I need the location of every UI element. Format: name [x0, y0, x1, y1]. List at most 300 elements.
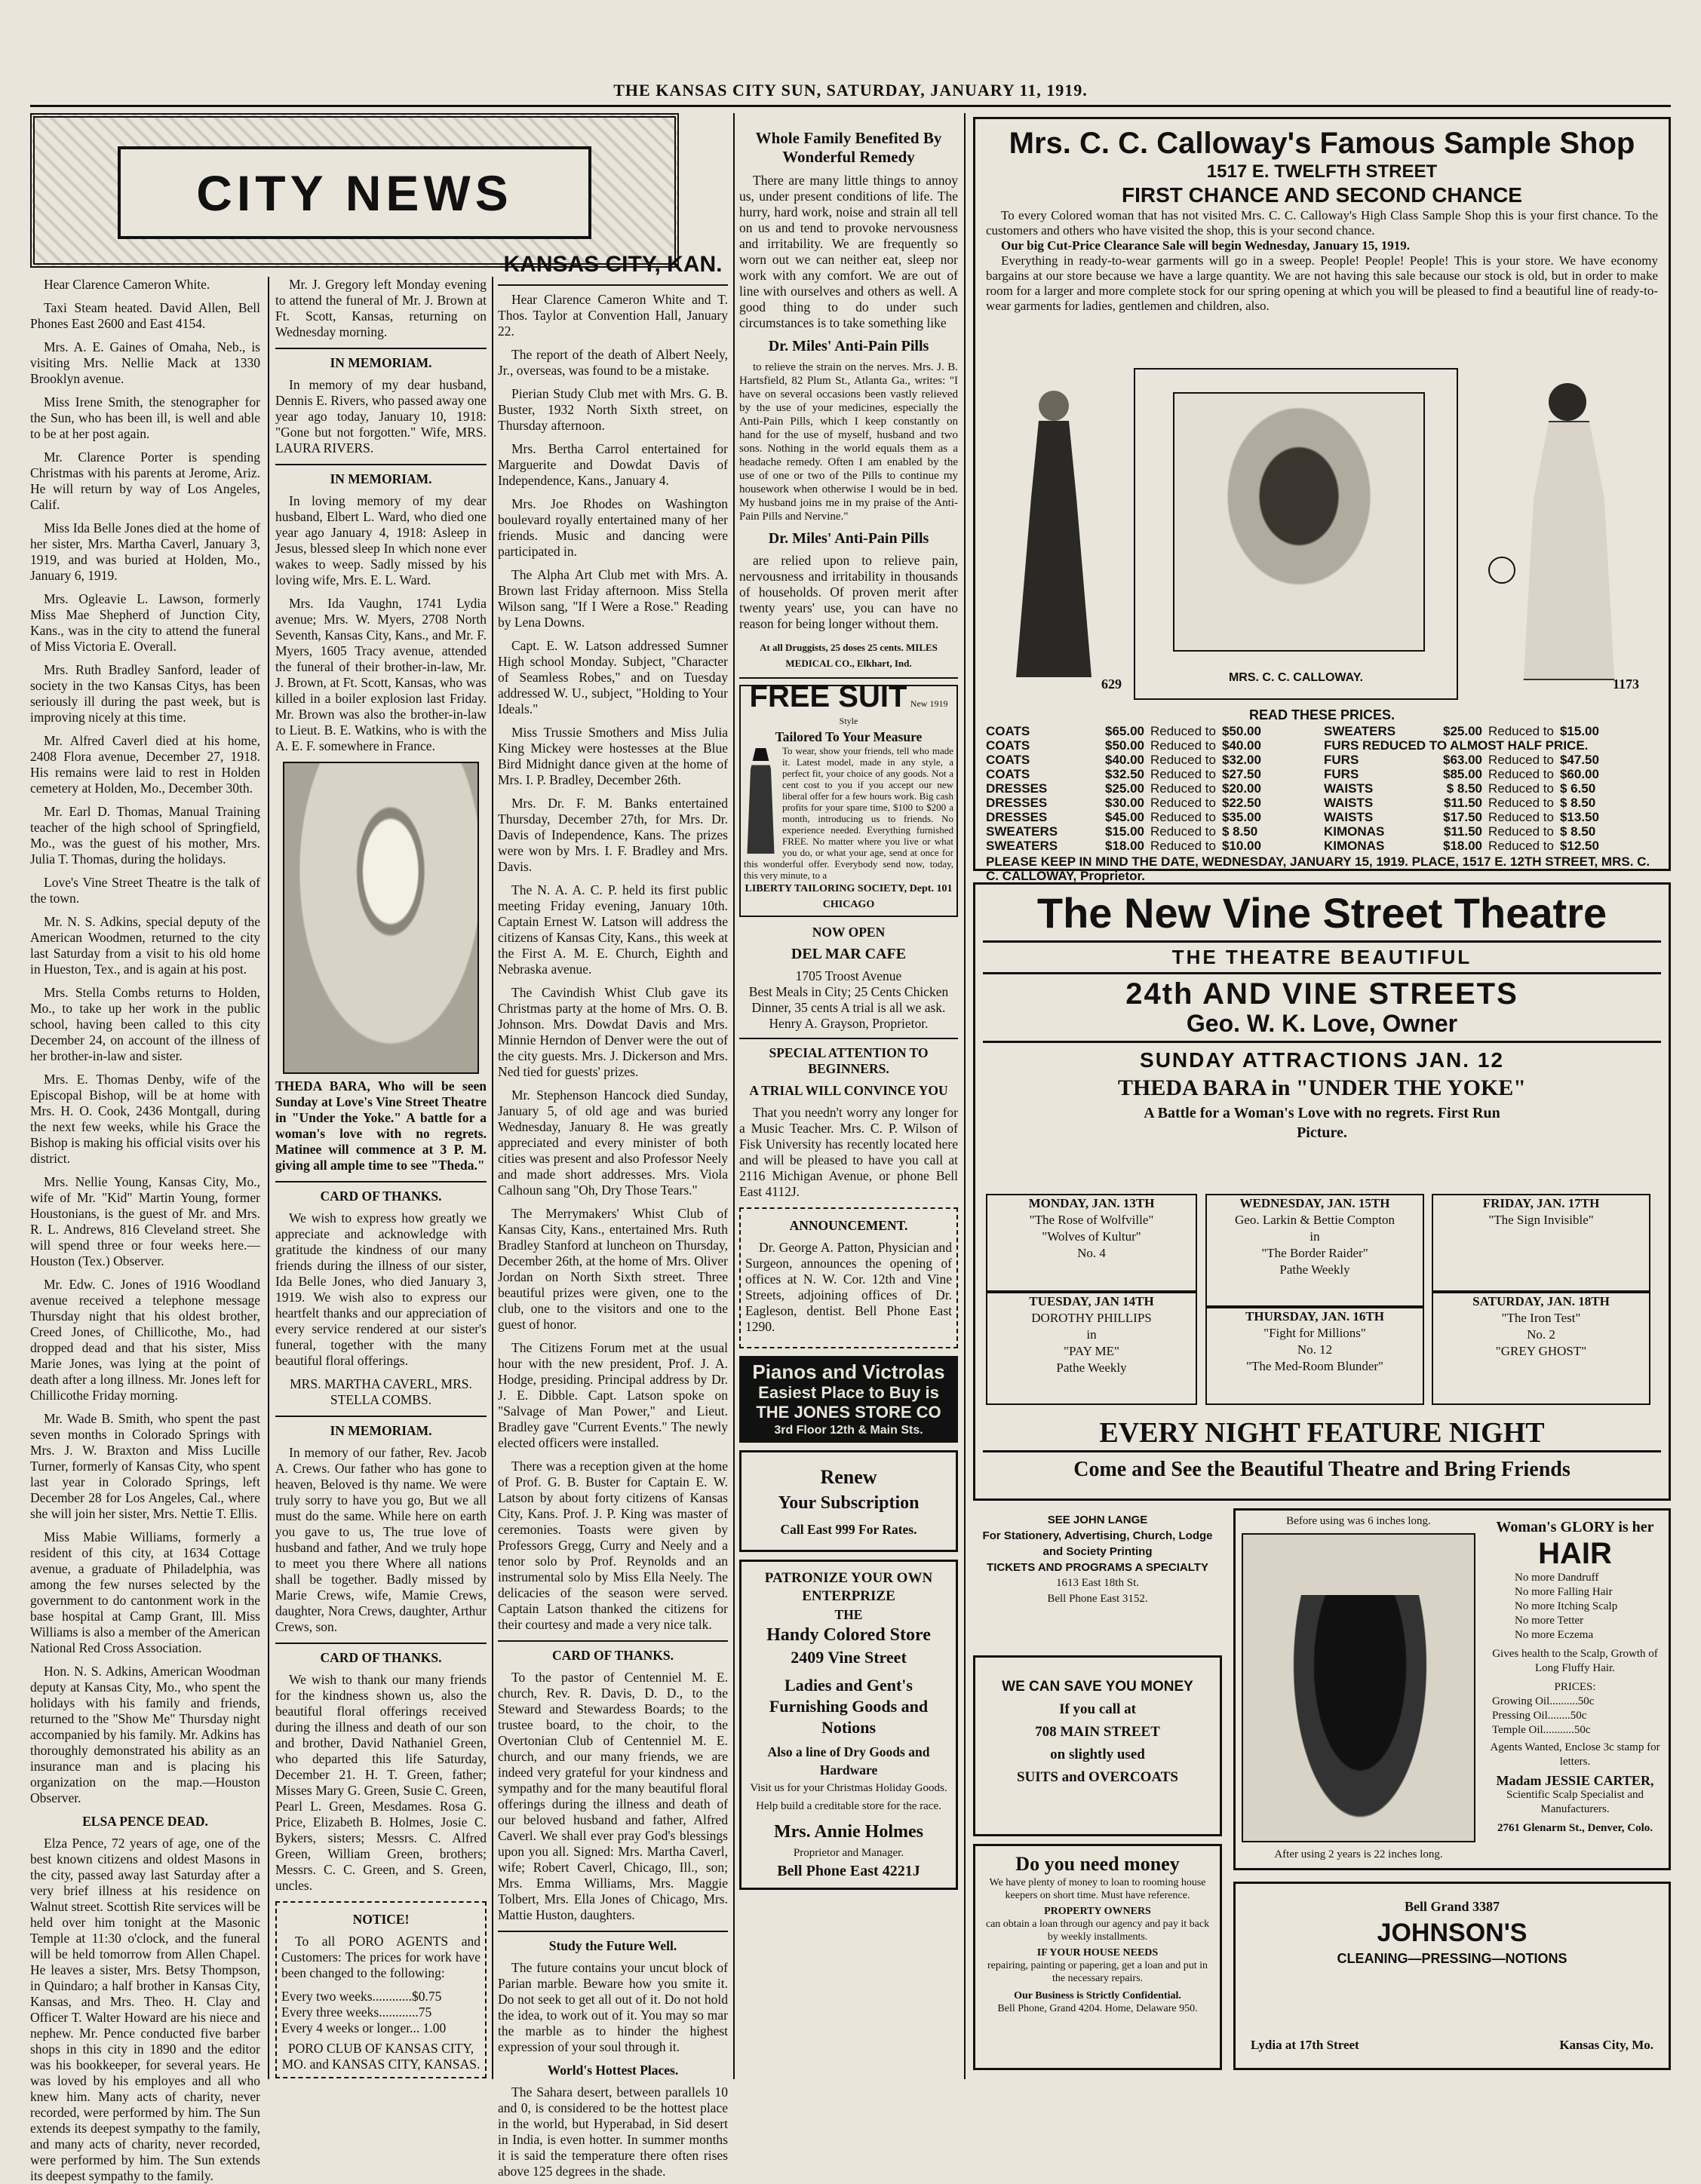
handy-store-ad: [739, 1560, 958, 1890]
price-sale: $ 8.50: [1221, 824, 1258, 839]
masthead: THE KANSAS CITY SUN, SATURDAY, JANUARY 11, 1919.: [613, 81, 1088, 100]
kck-item: The Merrymakers' Whist Club of Kansas City, Kans., entertained Mrs. Ruth Bradley Stanford at luncheon on Thursday, December 26th, at the home of Mrs. Oliver Jordan on North Sixth street. Three beautiful prizes were given, one to the club, one to the visitors and one to the guest of honor.: [498, 1206, 728, 1332]
music-subheading: A TRIAL WILL CONVINCE YOU: [749, 1083, 948, 1098]
kck-item: The Alpha Art Club met with Mrs. A. Brown last Friday afternoon. Miss Stella Wilson sang, "If I Were a Rose." Reading by Lena Downs.: [498, 567, 728, 630]
price-reduced-label: Reduced to: [1488, 824, 1554, 839]
news-item: Mrs. A. E. Gaines of Omaha, Neb., is visiting Mrs. Nellie Mack at 1330 Brooklyn avenue.: [30, 339, 260, 386]
kck-item: Hear Clarence Cameron White and T. Thos. Taylor at Convention Hall, January 22.: [498, 292, 728, 339]
price-row: [1324, 767, 1656, 781]
miles-testimonial: to relieve the strain on the nerves. Mrs. J. B. Hartsfield, 82 Plum St., Atlanta Ga., writes: "I have on several occasions been vastly relieved by the use of your medicines, especially the Anti-Pain Pills, which I keep constantly on hand for the use of myself, husband and two sons. Nothing in the world equals them as a headache remedy. Often I am enabled by the use of one or two of the Pills to continue my housework when otherwise I would be in bed. My husband joins me in my praise of the Anti-Pain Pills and Nervine.": [739, 361, 958, 523]
poro-notice-box: [275, 1901, 487, 2078]
city-news-banner: [30, 113, 679, 268]
schedule-monday: [986, 1194, 1197, 1292]
rule: [275, 348, 487, 349]
calloway-ad: [973, 117, 1671, 883]
loan-text-2: can obtain a loan through our agency and pay it back by weekly installments.: [985, 1919, 1210, 1943]
hair-benefit: No more Dandruff: [1515, 1572, 1599, 1584]
renew-line-1: Renew: [820, 1466, 877, 1488]
dress-figure-2: [1473, 376, 1654, 692]
thanks-1-heading: CARD OF THANKS.: [320, 1189, 442, 1204]
city-news-title: CITY NEWS: [118, 146, 591, 239]
price-original: $65.00: [1105, 724, 1144, 738]
memoriam-2-heading: IN MEMORIAM.: [330, 471, 432, 486]
price-sale: $60.00: [1559, 767, 1599, 781]
rule: [498, 284, 728, 286]
hair-benefit: No more Falling Hair: [1515, 1586, 1613, 1598]
money-ad: [973, 1655, 1222, 1836]
price-item: FURS REDUCED TO ALMOST HALF PRICE.: [1324, 738, 1589, 753]
price-reduced-label: Reduced to: [1488, 796, 1554, 810]
lange-line-2: For Stationery, Advertising, Church, Lodge and Society Printing: [982, 1529, 1213, 1558]
price-reduced-label: Reduced to: [1150, 753, 1216, 767]
calloway-sale: Our big Cut-Price Clearance Sale will begin Wednesday, January 15, 1919.: [1001, 238, 1410, 253]
schedule-film: "The Med-Room Blunder": [1246, 1359, 1383, 1373]
loan-ad: [973, 1844, 1222, 2070]
handy-line-1: PATRONIZE YOUR OWN ENTERPRIZE: [764, 1570, 933, 1604]
price-item: WAISTS: [1324, 781, 1374, 796]
lange-line-3: TICKETS AND PROGRAMS A SPECIALTY: [987, 1561, 1208, 1574]
price-item: DRESSES: [986, 796, 1048, 810]
money-line-3: 708 MAIN STREET: [1035, 1724, 1160, 1740]
price-reduced-label: Reduced to: [1150, 810, 1216, 824]
rule: [739, 1038, 958, 1039]
theatre-feature: THEDA BARA in "UNDER THE YOKE": [1118, 1075, 1526, 1100]
renew-line-2: Your Subscription: [778, 1493, 920, 1513]
price-sale: $50.00: [1221, 724, 1261, 738]
schedule-star: Geo. Larkin & Bettie Compton: [1235, 1213, 1395, 1227]
price-row: [986, 839, 1318, 853]
news-item: Mr. Wade B. Smith, who spent the past seven months in Colorado Springs with Mrs. J. W. Braxton and Miss Lucille Turner, formerly of Kansas City, who spent last year in Colorado Springs, left December 28 for Los Angeles, Cal., where she will join her sister, Mrs. Nettie T. Ellis.: [30, 1411, 260, 1521]
free-suit-ad: [739, 680, 958, 917]
delmar-address: 1705 Troost Avenue: [795, 968, 902, 983]
hair-price: Growing Oil..........50c: [1492, 1695, 1595, 1707]
price-original: $40.00: [1105, 753, 1144, 767]
loan-subheading-2: IF YOUR HOUSE NEEDS: [1036, 1947, 1159, 1959]
jones-line-3: THE JONES STORE CO: [756, 1403, 941, 1422]
price-item: WAISTS: [1324, 796, 1374, 810]
price-item: DRESSES: [986, 810, 1048, 824]
theda-bara-photo: [283, 762, 479, 1074]
price-original: $50.00: [1105, 738, 1144, 753]
johnson-name: JOHNSON'S: [1377, 1919, 1528, 1947]
schedule-friday: [1432, 1194, 1650, 1292]
kck-item: Mrs. Bertha Carrol entertained for Marguerite and Dowdat Davis of Independence, Kans., January 4.: [498, 441, 728, 488]
rule: [275, 1416, 487, 1417]
price-item: SWEATERS: [1324, 724, 1396, 738]
theatre-owner: Geo. W. K. Love, Owner: [1186, 1010, 1458, 1037]
price-row: [986, 738, 1318, 753]
price-reduced-label: Reduced to: [1150, 738, 1216, 753]
news-item: Love's Vine Street Theatre is the talk of the town.: [30, 875, 260, 906]
memoriam-1-heading: IN MEMORIAM.: [330, 355, 432, 370]
johnson-services: CLEANING—PRESSING—NOTIONS: [1337, 1951, 1567, 1966]
price-original: $45.00: [1105, 810, 1144, 824]
memoriam-3-text: In memory of our father, Rev. Jacob A. Crews. Our father who has gone to heaven, Beloved is thy name. We were truly sorry to have you go, But we all must do the same. While here on earth you gave to us, The true love of husband and father, And we truly hope to meet you there Where all nations shall be together. Badly missed by Marie Crews, wife, Mamie Crews, daughter, Nora Crews, daughter, Arthur Crews, son.: [275, 1445, 487, 1634]
miles-text: There are many little things to annoy us, under present conditions of life. The hurry, hard work, noise and strain all tell on us and tend to provoke nervousness and irritability. We are frequently so worn out we can neither eat, sleep nor work with any comfort. We are out of line with ourselves and others as well. A good thing to do under such circumstances is to take something like: [739, 173, 958, 330]
news-item: Hon. N. S. Adkins, American Woodman deputy at Kansas City, Mo., who spent the holidays with his family and friends, returned to the "Show Me" Thursday night accompanied by his family. Mr. Adkins has thoroughly demonstrated his ability as an insurance man and is placing his organization on the map.—Houston Observer.: [30, 1664, 260, 1805]
price-original: $63.00: [1443, 753, 1482, 767]
schedule-saturday: [1432, 1292, 1650, 1405]
handy-line-2: THE: [834, 1607, 863, 1622]
schedule-film: "Wolves of Kultur": [1042, 1229, 1141, 1244]
price-original: $18.00: [1105, 839, 1144, 853]
price-row: [1324, 824, 1656, 839]
schedule-episode: No. 2: [1527, 1327, 1555, 1342]
hair-benefit: No more Itching Scalp: [1515, 1600, 1618, 1612]
hair-name: Madam JESSIE CARTER,: [1496, 1773, 1654, 1788]
hair-gives: Gives health to the Scalp, Growth of Long Fluffy Hair.: [1492, 1648, 1658, 1674]
price-original: $11.50: [1443, 796, 1482, 810]
handy-line-7: Visit us for your Christmas Holiday Goods.: [750, 1782, 947, 1794]
calloway-text: To every Colored woman that has not visited Mrs. C. C. Calloway's High Class Sample Shop this is your first chance. To the customers and others who have visited the shop, this is your second chance.: [986, 208, 1658, 238]
music-heading: SPECIAL ATTENTION TO BEGINNERS.: [769, 1045, 929, 1076]
johnson-address-1: Lydia at 17th Street: [1251, 2038, 1359, 2052]
rule: [498, 1931, 728, 1932]
price-sale: $47.50: [1559, 753, 1599, 767]
announcement-text: Dr. George A. Patton, Physician and Surgeon, announces the opening of offices at N. W. Cor. 12th and Vine Streets, adjoining offices of Dr. Eagleson, dentist. Bell Phone East 1290.: [745, 1240, 952, 1334]
free-suit-subtitle: New 1919 Style: [839, 698, 948, 726]
hair-after: After using 2 years is 22 inches long.: [1274, 1848, 1443, 1860]
handy-line-4: 2409 Vine Street: [791, 1648, 907, 1667]
price-row: [986, 810, 1318, 824]
news-item: Mrs. Ruth Bradley Sanford, leader of society in the two Kansas Citys, has been seriously ill during the past week, but is improving nicely at this time.: [30, 662, 260, 725]
money-line-5: SUITS and OVERCOATS: [1016, 1769, 1178, 1785]
price-original: $17.50: [1443, 810, 1482, 824]
loan-text: We have plenty of money to loan to rooming house keepers on short time. Must have reference.: [989, 1877, 1206, 1901]
price-row: [986, 753, 1318, 767]
memoriam-1-text: In memory of my dear husband, Dennis E. Rivers, who passed away one year ago today, January 10, 1918: "Gone but not forgotten." Wife, MRS. LAURA RIVERS.: [275, 377, 487, 456]
price-row: [1324, 781, 1656, 796]
calloway-chance: FIRST CHANCE AND SECOND CHANCE: [1122, 183, 1522, 207]
schedule-film: "The Rose of Wolfville": [1029, 1213, 1154, 1227]
schedule-pathe: Pathe Weekly: [1279, 1262, 1350, 1277]
news-item: Hear Clarence Cameron White.: [44, 277, 210, 292]
column-divider: [964, 113, 966, 2079]
price-original: $15.00: [1105, 824, 1144, 839]
dress-figure-1-label: 629: [1101, 676, 1122, 692]
price-row: [986, 796, 1318, 810]
hair-agents: Agents Wanted, Enclose 3c stamp for letters.: [1490, 1741, 1660, 1768]
price-reduced-label: Reduced to: [1150, 796, 1216, 810]
kck-item: The report of the death of Albert Neely, Jr., overseas, was found to be a mistake.: [498, 347, 728, 378]
schedule-film: "The Sign Invisible": [1488, 1213, 1594, 1227]
price-item: SWEATERS: [986, 824, 1058, 839]
schedule-film: "Fight for Millions": [1263, 1326, 1366, 1340]
price-item: WAISTS: [1324, 810, 1374, 824]
price-row: [1324, 796, 1656, 810]
jones-line-4: 3rd Floor 12th & Main Sts.: [774, 1424, 923, 1437]
free-suit-text: To wear, show your friends, tell who made it. Latest model, made in any style, a perfect fit, your choice of any goods. Not a cent cost to you if you accept our new liberal offer for a few hours work. Big cash profits for your spare time, $100 to $200 a month, introducing us to friends. No experience needed. Everything furnished FREE. No matter where you live or what you do, or what your age, send at once for this wonderful offer. Everybody send now, today, this very minute, to a: [744, 745, 953, 881]
price-row: [986, 724, 1318, 738]
handy-line-11: Bell Phone East 4221J: [777, 1863, 920, 1879]
news-item: Mrs. Stella Combs returns to Holden, Mo., to take up her work in the public school, having been called to this city December 24, on account of the illness of her brother-in-law and sister.: [30, 985, 260, 1063]
news-item: Miss Mabie Williams, formerly a resident of this city, at 1634 Cottage avenue, a graduate of Philadelphia, was among the few nurses selected by the government to do cantonment work in the base hospital at Camp Grant, Ill. Miss Williams is also a member of the American National Red Cross Association.: [30, 1529, 260, 1655]
price-sale: $20.00: [1221, 781, 1261, 796]
renew-ad: [739, 1450, 958, 1552]
schedule-film: "The Iron Test": [1501, 1311, 1581, 1325]
price-reduced-label: Reduced to: [1150, 724, 1216, 738]
handy-line-3: Handy Colored Store: [766, 1625, 931, 1645]
kck-item: Mr. Stephenson Hancock died Sunday, January 5, of old age and was buried Wednesday, January 8. He was greatly appreciated and every minister of both cities was present and also Professor Neely and made short addresses. Mrs. Viola Calhoun sang "Oh, Dry Those Tears.": [498, 1087, 728, 1198]
kck-item: Miss Trussie Smothers and Miss Julia King Mickey were hostesses at the Blue Bird Midnight dance given at the home of Mrs. I. P. Bradley, December 26th.: [498, 725, 728, 787]
prices-heading: READ THESE PRICES.: [1248, 707, 1395, 722]
schedule-film: "GREY GHOST": [1495, 1344, 1587, 1358]
theatre-come: Come and See the Beautiful Theatre and Bring Friends: [1073, 1458, 1571, 1481]
kck-column: [498, 247, 728, 2179]
hair-photo: [1242, 1533, 1475, 1842]
rule: [275, 1181, 487, 1182]
free-suit-footer: LIBERTY TAILORING SOCIETY, Dept. 101 CHICAGO: [745, 883, 953, 910]
hair-glory: Woman's GLORY is her: [1496, 1519, 1654, 1535]
schedule-day: WEDNESDAY, JAN. 15TH: [1239, 1196, 1390, 1210]
renew-line-3: Call East 999 For Rates.: [780, 1522, 917, 1537]
kck-thanks-heading: CARD OF THANKS.: [552, 1648, 674, 1663]
price-item: COATS: [986, 753, 1030, 767]
column-divider: [733, 113, 735, 2079]
news-item: Mrs. Ogleavie L. Lawson, formerly Miss Mae Shepherd of Junction City, Kans., was in the city to attend the funeral of Miss Victoria E. Overall.: [30, 591, 260, 654]
price-reduced-label: Reduced to: [1150, 781, 1216, 796]
poro-notice-heading: NOTICE!: [352, 1912, 410, 1927]
price-reduced-label: Reduced to: [1150, 839, 1216, 853]
price-item: SWEATERS: [986, 839, 1058, 853]
price-original: $30.00: [1105, 796, 1144, 810]
city-news-column-1: [30, 277, 260, 2183]
thanks-1-text: We wish to express how greatly we appreciate and acknowledge with gratitude the kindness of our many friends during the illness of our sister, Ida Belle Jones, who died January 3, 1919. We wish also to express our heartfelt thanks and our appreciation of every service rendered at our sister's funeral, together with the many beautiful floral offerings.: [275, 1210, 487, 1368]
price-sale: $40.00: [1221, 738, 1261, 753]
theatre-every-night: EVERY NIGHT FEATURE NIGHT: [1099, 1417, 1545, 1449]
memoriam-2-text: In loving memory of my dear husband, Elbert L. Ward, who died one year ago January 4, 1918: Asleep in Jesus, blessed sleep In which none ever wakes to weep. Sadly missed by his loving wife, Mrs. E. L. Ward.: [275, 493, 487, 587]
miles-text-2: are relied upon to relieve pain, nervousness and irritability in thousands of households. Of proven merit after twenty years' use, you can have no reason for being longer without them.: [739, 553, 958, 631]
dress-figure-2-label: 1173: [1612, 676, 1639, 692]
dress-figure-1: [986, 376, 1122, 692]
kck-thanks-text: To the pastor of Centenniel M. E. church, Rev. R. Davis, D. D., to the Steward and Stewardess Boards; to the trustee board, to the choir, to the Overtonian Club of Centenniel M. E. church, and our many friends, we are indeed very grateful for your kindness and sympathy and for the many beautiful floral offerings during the illness and death of our beloved husband and father, Alfred Caverl. We shall ever pray God's blessings upon you all. Signed: Mrs. Martha Caverl, wife; Robert Caverl, Chicago, Ill., son; Mrs. Emma Williams, Mrs. Maggie Tolbert, Mrs. Ella Jones of Chicago, Mrs. Mattie Huston, daughters.: [498, 1670, 728, 1922]
hair-heading: HAIR: [1538, 1537, 1612, 1570]
kck-item: Mrs. Dr. F. M. Banks entertained Thursday, December 27th, for Mrs. Dr. Davis of Independence, Kans. The prizes were won by Mrs. I. F. Bradley and Mrs. Davis.: [498, 796, 728, 874]
lange-ad: [973, 1512, 1222, 1648]
kck-item: The Cavindish Whist Club gave its Christmas party at the home of Mrs. O. B. Johnson. Mrs. Dowdat Davis and Mrs. Minnie Herndon of Denver were the out of the city guests. Mrs. J. Dickerson and Mrs. Ned tied for guests' prizes.: [498, 985, 728, 1079]
price-row: [986, 781, 1318, 796]
price-original: $85.00: [1443, 767, 1482, 781]
rule: [498, 1640, 728, 1642]
schedule-in: in: [1310, 1229, 1320, 1244]
schedule-day: SATURDAY, JAN. 18TH: [1472, 1294, 1610, 1308]
price-reduced-label: Reduced to: [1488, 781, 1554, 796]
hair-address: 2761 Glenarm St., Denver, Colo.: [1497, 1822, 1653, 1834]
schedule-day: MONDAY, JAN. 13TH: [1028, 1196, 1155, 1210]
price-reduced-label: Reduced to: [1150, 767, 1216, 781]
hair-benefit: No more Tetter: [1515, 1615, 1584, 1627]
handy-line-8: Help build a creditable store for the race.: [756, 1800, 941, 1812]
kck-item: Pierian Study Club met with Mrs. G. B. Buster, 1932 North Sixth street, on Thursday afternoon.: [498, 386, 728, 433]
hair-title: Scientific Scalp Specialist and Manufacturers.: [1506, 1789, 1644, 1815]
news-item: Mrs. E. Thomas Denby, wife of the Episcopal Bishop, will be at home with Mrs. H. O. Cook, 2436 Montgall, during the next few weeks, while his Grace the Bishop is making his official visits over his district.: [30, 1072, 260, 1166]
music-text: That you needn't worry any longer for a Music Teacher. Mrs. C. P. Wilson of Fisk University has recently located here and will be pleased to have you call at 2116 Michigan Avenue, or phone Bell East 4112J.: [739, 1105, 958, 1199]
price-sale: $12.50: [1559, 839, 1599, 853]
column-divider: [268, 277, 269, 2079]
theatre-title: The New Vine Street Theatre: [1036, 889, 1607, 937]
price-sale: $ 8.50: [1559, 796, 1596, 810]
miles-product: Dr. Miles' Anti-Pain Pills: [768, 338, 929, 354]
price-reduced-label: Reduced to: [1488, 810, 1554, 824]
price-original: $25.00: [1105, 781, 1144, 796]
price-item: COATS: [986, 724, 1030, 738]
rule: [275, 1643, 487, 1644]
price-row: [1324, 738, 1656, 753]
column-divider: [492, 277, 493, 2079]
price-sale: $35.00: [1221, 810, 1261, 824]
price-row: [986, 824, 1318, 839]
kck-item: There was a reception given at the home of Prof. G. B. Buster for Captain E. W. Latson by about forty citizens of Kansas City, Kans. Prof. J. P. King was master of ceremonies. Toasts were given by Professors Gregg, Curry and Neely and a tenor solo by Prof. Reynolds and an instrumental solo by Miss Ella Neely. The delicacies of the season were served. Captain Latson thanked the citizens for their courtesy and made a very nice talk.: [498, 1459, 728, 1632]
kck-item: Capt. E. W. Latson addressed Sumner High school Monday. Subject, "Character of Seamless Robes," and on Tuesday addressed W. U., subject, "Holding to Your Ideals.": [498, 638, 728, 716]
prices-right: [1324, 724, 1656, 853]
hair-benefit: No more Eczema: [1515, 1629, 1594, 1641]
jones-line-1: Pianos and Victrolas: [752, 1360, 945, 1383]
calloway-footer: PLEASE KEEP IN MIND THE DATE, WEDNESDAY, JANUARY 15, 1919. PLACE, 1517 E. 12TH STREET, MRS. C. C. CALLOWAY, Proprietor.: [986, 854, 1650, 883]
price-sale: $32.00: [1221, 753, 1261, 767]
hair-benefits: [1485, 1571, 1666, 1643]
kck-item: Mrs. Joe Rhodes on Washington boulevard royally entertained many of her friends. Music and dancing were participated in.: [498, 496, 728, 559]
ads-column: [739, 124, 958, 2078]
theda-caption: THEDA BARA, Who will be seen Sunday at Love's Vine Street Theatre in "Under the Yoke." A battle for a woman's love with no regrets. Matinee will commence at 3 P. M. giving all ample time to see "Theda.": [275, 1078, 487, 1173]
price-item: COATS: [986, 767, 1030, 781]
handy-line-9: Mrs. Annie Holmes: [774, 1822, 923, 1842]
price-item: KIMONAS: [1324, 824, 1385, 839]
price-row: [1324, 810, 1656, 824]
news-item: Mr. Clarence Porter is spending Christmas with his parents at Jerome, Ariz. He will return by way of Los Angeles, Calif.: [30, 449, 260, 512]
price-sale: $15.00: [1559, 724, 1599, 738]
kck-items: [498, 292, 728, 1633]
memoriam-3-heading: IN MEMORIAM.: [330, 1423, 432, 1438]
johnson-ad: [1233, 1882, 1671, 2070]
schedule-pathe: Pathe Weekly: [1056, 1360, 1127, 1375]
money-line-4: on slightly used: [1050, 1747, 1145, 1762]
schedule-film: "PAY ME": [1064, 1344, 1119, 1358]
schedule-in: in: [1086, 1327, 1097, 1342]
loan-confidential: Our Business is Strictly Confidential.: [1014, 1990, 1181, 2001]
handy-line-10: Proprietor and Manager.: [793, 1847, 904, 1859]
hottest-heading: World's Hottest Places.: [547, 2063, 679, 2078]
loan-subheading: PROPERTY OWNERS: [1044, 1906, 1151, 1917]
money-line-1: WE CAN SAVE YOU MONEY: [1002, 1679, 1193, 1695]
theatre-sunday: SUNDAY ATTRACTIONS JAN. 12: [1140, 1048, 1504, 1072]
calloway-address: 1517 E. TWELFTH STREET: [1206, 161, 1438, 182]
poro-notice-text: To all PORO AGENTS and Customers: The prices for work have been changed to the following:: [281, 1934, 481, 1980]
handy-line-6: Also a line of Dry Goods and Hardware: [767, 1744, 930, 1778]
rule: [739, 677, 958, 679]
lange-line-5: Bell Phone East 3152.: [1047, 1593, 1148, 1605]
hair-prices: [1485, 1695, 1666, 1738]
price-item: COATS: [986, 738, 1030, 753]
price-sale: $27.50: [1221, 767, 1261, 781]
money-line-2: If you call at: [1059, 1701, 1136, 1717]
schedule-day: THURSDAY, JAN. 16TH: [1245, 1309, 1384, 1324]
price-reduced-label: Reduced to: [1488, 767, 1554, 781]
vaughn-text: Mrs. Ida Vaughn, 1741 Lydia avenue; Mrs. W. Myers, 2708 North Seventh, Kansas City, Kans., and Mr. F. Myers, 1605 Tracy avenue, attended the funeral of their brother-in-law, Mr. J. Brown, at Ft. Scott, Kansas, who was killed in a boiler explosion last Friday. Mr. Brown was also the brother-in-law to Lieut. B. E. Watkins, who is with the A. E. F. somewhere in France.: [275, 596, 487, 753]
delmar-text: Best Meals in City; 25 Cents Chicken Dinner, 35 cents A trial is all we ask.: [748, 984, 949, 1015]
calloway-portrait: [1173, 392, 1425, 652]
delmar-open: NOW OPEN: [812, 925, 886, 940]
announcement-box: [739, 1207, 958, 1348]
lange-line-1: SEE JOHN LANGE: [1047, 1514, 1148, 1526]
hair-price: Temple Oil...........50c: [1492, 1724, 1591, 1736]
thanks-2-heading: CARD OF THANKS.: [320, 1650, 442, 1665]
masthead-rule: [30, 105, 1671, 107]
prices-left: [986, 724, 1318, 853]
price-sale: $ 8.50: [1559, 824, 1596, 839]
hair-copy: [1485, 1518, 1666, 1836]
schedule-tuesday: [986, 1292, 1197, 1405]
calloway-text-2: Everything in ready-to-wear garments will go in a sweep. People! People! People! This is your store. We have economy bargains at our store because we have a large quantity. We are not having this sale because our stock is old, but in order to make room for a larger and more complete stock for our spring opening at which you will be pleased to find a beautiful line of ready-to-wear garments for ladies, gentlemen and children, also.: [986, 253, 1658, 313]
hottest-text: The Sahara desert, between parallels 10 and 0, is considered to be the hottest place in the world, but Hyperabad, in Sid desert in India, is even hotter. In summer months it is said the temperature there often rises above 125 degrees in the shade.: [498, 2084, 728, 2179]
poro-notice-row: Every two weeks............$0.75: [281, 1989, 442, 2004]
price-sale: $13.50: [1559, 810, 1599, 824]
calloway-portrait-caption: MRS. C. C. CALLOWAY.: [1228, 671, 1364, 684]
thanks-1-signature: MRS. MARTHA CAVERL, MRS. STELLA COMBS.: [290, 1376, 472, 1407]
miles-heading: Whole Family Benefited By Wonderful Remedy: [755, 129, 942, 166]
poro-notice-row: Every three weeks............75: [281, 2005, 432, 2020]
loan-heading: Do you need money: [1015, 1853, 1180, 1875]
news-item: Mr. N. S. Adkins, special deputy of the American Woodmen, returned to the city last Saturday from a visit to his old home in Hueston, Tex., and is again at his post.: [30, 914, 260, 977]
price-original: $25.00: [1443, 724, 1482, 738]
kck-heading: KANSAS CITY, KAN.: [503, 252, 723, 277]
price-sale: $22.50: [1221, 796, 1261, 810]
future-text: The future contains your uncut block of Parian marble. Beware how you smite it. Do not seek to get all out of it. Do not hold the idea, to work out of it. You may so mar the marble as to hinder the highest expression of your soul through it.: [498, 1960, 728, 2054]
thanks-2-text: We wish to thank our many friends for the kindness shown us, also the beautiful floral offerings received during the illness and death of our son and brother, David Nathaniel Green, who departed this life Saturday, December 21. H. T. Green, father; Misses Mary G. Green, Susie C. Green, Pearl L. Green, Mesdames. Rosa G. Price, Elizabeth B. Holmes, Josie C. Bykers, sisters; Messrs. C. Alfred Green, William Green, brothers; Messrs. C. C. Green, and S. Green, uncles.: [275, 1672, 487, 1893]
schedule-thursday: [1205, 1307, 1424, 1405]
news-item: Taxi Steam heated. David Allen, Bell Phones East 2600 and East 4154.: [30, 300, 260, 331]
jones-line-2: Easiest Place to Buy is: [758, 1383, 939, 1402]
elsa-pence-text: Elza Pence, 72 years of age, one of the best known citizens and oldest Masons in the city, passed away last Saturday after a very brief illness at his residence on Walnut street. Scottish Rite services will be held over him tonight at the Masonic Temple at 11:30 o'clock, and the funeral will be held tomorrow from Allen Chapel. He leaves a sister, Mrs. Betsy Thompson, in Quindaro; a half brother in Kansas City, Kansas, and Mrs. Theo. H. Clay and Officer T. Walter Howard are his niece and nephew. Mr. Pence conducted five barber shops in this city in 1890 and the editor was his bookkeeper, for several years. He was loved by his employes and all who knew him. Many acts of charity, never recorded, were performed by him. The Sun extends its deepest sympathy to the family, and many acts of charity, never recorded, were performed by him. The Sun extends its deepest sympathy to the family.: [30, 1836, 260, 2183]
rule: [275, 464, 487, 465]
free-suit-tagline: Tailored To Your Measure: [775, 729, 923, 744]
schedule-episode: No. 12: [1297, 1342, 1333, 1357]
delmar-name: DEL MAR CAFE: [791, 946, 907, 962]
schedule-episode: No. 4: [1077, 1246, 1106, 1260]
price-sale: $10.00: [1221, 839, 1261, 853]
schedule-day: FRIDAY, JAN. 17TH: [1482, 1196, 1600, 1210]
schedule-day: TUESDAY, JAN 14TH: [1029, 1294, 1154, 1308]
handy-line-5: Ladies and Gent's Furnishing Goods and Notions: [769, 1676, 929, 1737]
schedule-film: "The Border Raider": [1261, 1246, 1368, 1260]
loan-phones: Bell Phone, Grand 4204. Home, Delaware 950.: [997, 2003, 1198, 2014]
kck-item: The Citizens Forum met at the usual hour with the new president, Prof. J. A. Hodge, presiding. Principal address by Dr. J. E. Dibble. Capt. Latson spoke on "Salvage of Man Power," and Lieut. Bradley gave "Current Events." The newly elected officers were installed.: [498, 1340, 728, 1450]
price-row: [1324, 753, 1656, 767]
poro-notice-row: Every 4 weeks or longer... 1.00: [281, 2020, 447, 2035]
price-item: FURS: [1324, 753, 1359, 767]
schedule-wednesday: [1205, 1194, 1424, 1307]
news-item: Mr. Edw. C. Jones of 1916 Woodland avenue received a telephone message Thursday night that his oldest brother, Creed Jones, of Chillicothe, Mo., had dropped dead and that his sister, Miss Marie Jones, was lying at the point of death after a long illness. Mr. Jones left for Chillicothe Friday morning.: [30, 1277, 260, 1403]
gregory-text: Mr. J. Gregory left Monday evening to attend the funeral of Mr. J. Brown at Ft. Scott, Kansas, returning on Wednesday morning.: [275, 277, 487, 339]
theatre-battle: A Battle for a Woman's Love with no regrets. First Run Picture.: [1144, 1105, 1500, 1141]
theatre-streets: 24th AND VINE STREETS: [1125, 977, 1518, 1011]
calloway-title: Mrs. C. C. Calloway's Famous Sample Shop: [1009, 127, 1635, 160]
price-item: KIMONAS: [1324, 839, 1385, 853]
delmar-proprietor: Henry A. Grayson, Proprietor.: [769, 1016, 929, 1031]
hair-prices-heading: PRICES:: [1554, 1681, 1596, 1693]
price-original: $18.00: [1443, 839, 1482, 853]
poro-notice-signature: PORO CLUB OF KANSAS CITY, MO. and KANSAS CITY, KANSAS.: [281, 2041, 481, 2072]
price-row: [986, 767, 1318, 781]
price-original: $ 8.50: [1446, 781, 1482, 796]
price-reduced-label: Reduced to: [1150, 824, 1216, 839]
loan-text-3: repairing, painting or papering, get a loan and put in the necessary repairs.: [987, 1960, 1208, 1984]
price-reduced-label: Reduced to: [1488, 839, 1554, 853]
hair-before: Before using was 6 inches long.: [1286, 1515, 1431, 1527]
news-item: Miss Ida Belle Jones died at the home of her sister, Mrs. Martha Caverl, January 3, 1919, and was buried at Holden, Mo., January 6, 1919.: [30, 520, 260, 583]
theatre-ad: [973, 882, 1671, 1501]
theatre-beautiful: THE THEATRE BEAUTIFUL: [1171, 946, 1472, 968]
jones-store-ad: [739, 1356, 958, 1443]
